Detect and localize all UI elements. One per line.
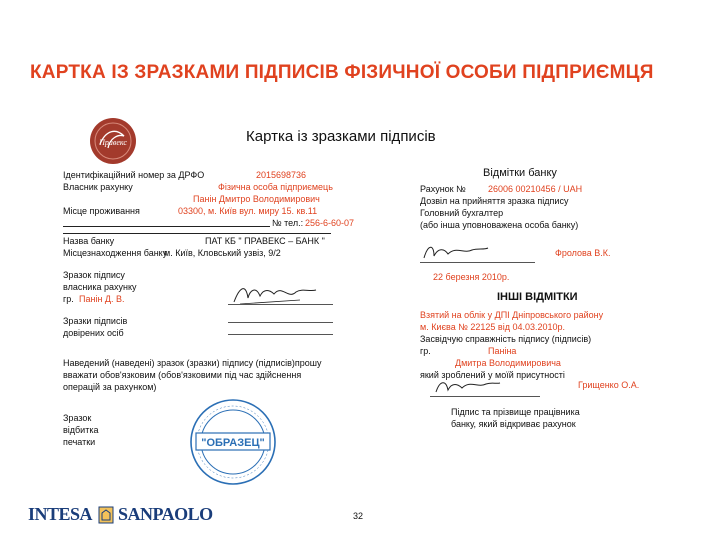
owner-signature (230, 280, 320, 310)
brand-intesa: INTESA (28, 504, 93, 524)
bank-location-value: м. Київ, Кловський узвіз, 9/2 (164, 248, 281, 258)
notice-line-3: операцій за рахунком) (63, 382, 157, 392)
stamp-text: "ОБРАЗЕЦ" (201, 437, 265, 449)
account-value: 26006 00210456 / UAH (488, 184, 583, 194)
brand-emblem-icon (98, 506, 114, 524)
slide-title: КАРТКА ІЗ ЗРАЗКАМИ ПІДПИСІВ ФІЗИЧНОЇ ОСОБИ ПІДПРИЄМЦЯ (30, 62, 654, 83)
residence-value: 03300, м. Київ вул. миру 15. кв.11 (178, 206, 318, 216)
stamp-label-2: відбитка (63, 425, 99, 435)
owner-sample-label-2: власника рахунку (63, 282, 137, 292)
stamp-label-3: печатки (63, 437, 96, 447)
owner-sample-name: Панін Д. В. (79, 294, 125, 304)
accountant-signature-line (420, 262, 535, 263)
logo-text: Правекс (99, 138, 127, 147)
owner-signature-line (228, 304, 333, 305)
card-title: Картка із зразками підписів (246, 128, 436, 145)
brand-sanpaolo: SANPAOLO (118, 504, 213, 524)
bank-location-label: Місцезнаходження банку (63, 248, 168, 258)
trusted-label-2: довірених осіб (63, 328, 124, 338)
bank-name-value: ПАТ КБ " ПРАВЕКС – БАНК " (205, 236, 325, 246)
stamp-label-1: Зразок (63, 413, 92, 423)
other-marks-title: ІНШІ ВІДМІТКИ (497, 291, 578, 303)
tax-id-label: Ідентифікаційний номер за ДРФО (63, 170, 205, 180)
owner-sample-prefix: гр. (63, 294, 74, 304)
chief-accountant: Головний бухгалтер (420, 208, 504, 218)
phone-value: 256-6-60-07 (305, 218, 355, 228)
footer-note-2: банку, який відкриває рахунок (451, 419, 576, 429)
footer-note-1: Підпис та прізвище працівника (451, 407, 580, 417)
authenticity-line: Засвідчую справжність підпису (підписів) (420, 334, 592, 344)
bank-marks-title: Відмітки банку (483, 167, 557, 179)
bank-name-label: Назва банку (63, 236, 115, 246)
registered-line-1: Взятий на облік у ДПІ Дніпровського району (420, 310, 604, 320)
trusted-signature-line-1 (228, 322, 333, 323)
permit-line: Дозвіл на прийняття зразка підпису (420, 196, 569, 206)
owner-name: Панін Дмитро Володимирович (193, 194, 320, 204)
witness-signature (432, 374, 502, 398)
phone-label: № тел.: (272, 218, 304, 228)
trusted-label-1: Зразки підписів (63, 316, 128, 326)
residence-underline (63, 226, 270, 227)
account-owner-value: Фізична особа підприємець (218, 182, 333, 192)
citizen-names: Дмитра Володимировича (455, 358, 561, 368)
residence-label: Місце проживання (63, 206, 140, 216)
notice-line-2: вважати обов'язковим (обов'язковими під час здійснення (63, 370, 302, 380)
witness-name: Грищенко О.А. (578, 380, 640, 390)
pravex-logo (88, 116, 138, 166)
witness-signature-line (430, 396, 540, 397)
trusted-signature-line-2 (228, 334, 333, 335)
tax-id-value: 2015698736 (256, 170, 307, 180)
account-owner-label: Власник рахунку (63, 182, 133, 192)
presence-line: який зроблений у моїй присутності (420, 370, 565, 380)
citizen-prefix: гр. (420, 346, 431, 356)
registered-line-2: м. Києва № 22125 від 04.03.2010р. (420, 322, 566, 332)
divider-line (63, 233, 331, 234)
accountant-name: Фролова В.К. (555, 248, 611, 258)
date-value: 22 березня 2010р. (433, 272, 510, 282)
citizen-surname: Паніна (488, 346, 517, 356)
accountant-signature (420, 240, 490, 264)
chief-accountant-note: (або інша уповноважена особа банку) (420, 220, 579, 230)
page-number: 32 (353, 511, 364, 521)
account-label: Рахунок № (420, 184, 466, 194)
owner-sample-label-1: Зразок підпису (63, 270, 125, 280)
notice-line-1: Наведений (наведені) зразок (зразки) підпису (підписів)прошу (63, 358, 322, 368)
stamp-seal (188, 397, 278, 487)
